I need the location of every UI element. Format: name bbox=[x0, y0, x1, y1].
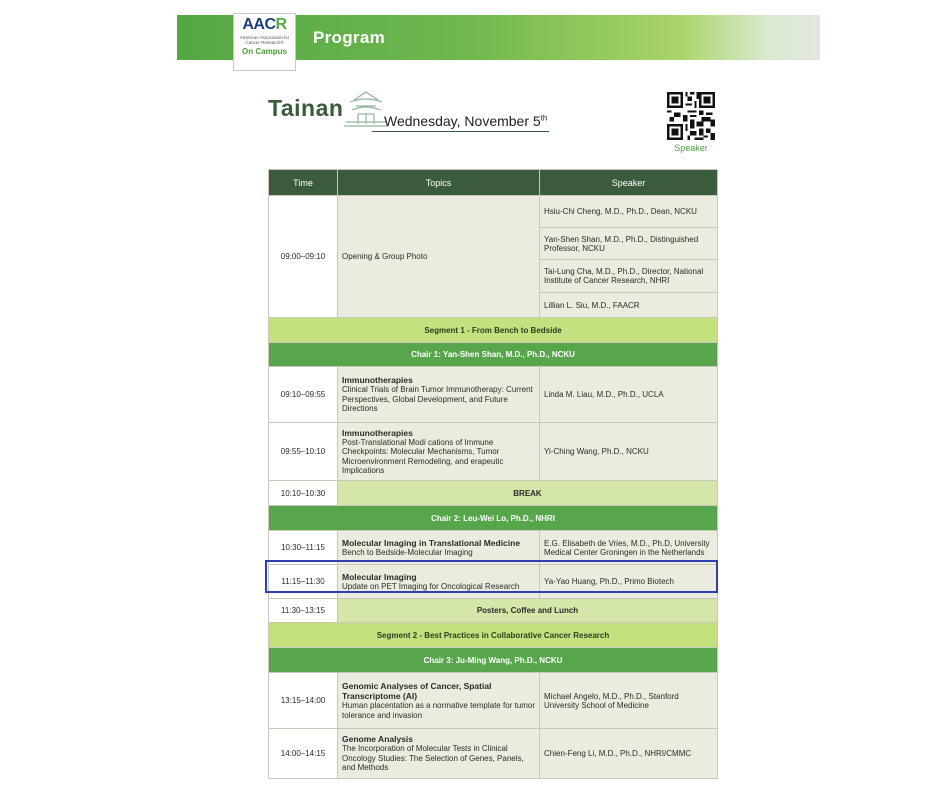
topic-description: Update on PET Imaging for Oncological Research bbox=[342, 581, 520, 591]
time-cell: 11:30–13:15 bbox=[269, 599, 338, 623]
time-cell: 11:15–11:30 bbox=[269, 565, 338, 599]
speaker-cell: Lillian L. Siu, M.D., FAACR bbox=[540, 293, 718, 318]
table-row bbox=[269, 196, 718, 228]
time-cell: 13:15–14:00 bbox=[269, 673, 338, 729]
table-row bbox=[269, 423, 718, 481]
chair-row bbox=[269, 506, 718, 531]
topic-title: Immunotherapies bbox=[342, 375, 413, 386]
topic-title: Molecular Imaging in Translational Medicine bbox=[342, 537, 521, 548]
topic-description: Human placentation as a normative template for tumor tolerance and invasion bbox=[342, 701, 535, 720]
qr-label: Speaker bbox=[674, 143, 708, 153]
time-cell: 09:00–09:10 bbox=[269, 196, 338, 318]
date-suffix: th bbox=[540, 113, 548, 123]
table-row bbox=[269, 367, 718, 423]
topic-title: Genomic Analyses of Cancer, Spatial Transcriptome (AI) bbox=[342, 681, 492, 701]
speaker-cell: Chien-Feng Li, M.D., Ph.D., NHRI/CMMC bbox=[540, 729, 718, 779]
topic-cell bbox=[338, 729, 540, 779]
event-date bbox=[384, 113, 547, 129]
date-text: Wednesday, November 5 bbox=[384, 113, 541, 129]
topic-title: Genome Analysis bbox=[342, 734, 414, 745]
segment-row bbox=[269, 623, 718, 648]
table-header-row bbox=[269, 170, 718, 196]
speaker-cell: Michael Angelo, M.D., Ph.D., Stanford University School of Medicine bbox=[540, 673, 718, 729]
city-title: Tainan bbox=[268, 95, 344, 121]
program-table bbox=[268, 169, 718, 779]
time-cell: 10:10–10:30 bbox=[269, 481, 338, 506]
time-cell: 09:10–09:55 bbox=[269, 367, 338, 423]
speaker-cell: Ya-Yao Huang, Ph.D., Primo Biotech bbox=[540, 565, 718, 599]
break-row bbox=[269, 481, 718, 506]
topic-cell bbox=[338, 565, 540, 599]
date-underline bbox=[372, 131, 549, 132]
chair-row bbox=[269, 648, 718, 673]
logo-campus: On Campus bbox=[242, 47, 287, 56]
time-cell: 10:30–11:15 bbox=[269, 531, 338, 565]
speaker-cell: E.G. Elisabeth de Vries, M.D., Ph.D, University Medical Center Groningen in the Netherlands bbox=[540, 531, 718, 565]
table-row bbox=[269, 729, 718, 779]
speaker-qr-code[interactable] bbox=[667, 92, 715, 140]
topic-description: The Incorporation of Molecular Tests in Clinical Oncology Studies: The Selection of Genes, Panels, and Methods bbox=[342, 744, 524, 773]
speaker-cell: Tai-Lung Cha, M.D., Ph.D., Director, National Institute of Cancer Research, NHRI bbox=[540, 260, 718, 293]
speaker-cell: Hsiu-Chi Cheng, M.D., Ph.D., Dean, NCKU bbox=[540, 196, 718, 228]
header-time: Time bbox=[269, 170, 338, 196]
table-row bbox=[269, 531, 718, 565]
break-label: BREAK bbox=[338, 481, 718, 506]
topic-description: Bench to Bedside-Molecular Imaging bbox=[342, 547, 473, 557]
logo-text: AAC bbox=[242, 16, 276, 33]
chair-row bbox=[269, 343, 718, 367]
header-topics: Topics bbox=[338, 170, 540, 196]
topic-description: Post-Translational Modi cations of Immune Checkpoints: Molecular Mechanisms, Tumor Microenvironment Remodeling, and erapeutic Implications bbox=[342, 437, 504, 475]
logo-subtitle: American Association for Cancer Research® bbox=[239, 35, 290, 45]
speaker-cell: Yan-Shen Shan, M.D., Ph.D., Distinguished Professor, NCKU bbox=[540, 228, 718, 260]
table-row bbox=[269, 565, 718, 599]
segment-row bbox=[269, 318, 718, 343]
topic-cell bbox=[338, 673, 540, 729]
topic-cell bbox=[338, 423, 540, 481]
topic-cell bbox=[338, 531, 540, 565]
topic-title: Immunotherapies bbox=[342, 427, 413, 438]
topic-cell: Opening & Group Photo bbox=[338, 196, 540, 318]
table-row bbox=[269, 673, 718, 729]
aacr-logo bbox=[233, 13, 296, 71]
topic-cell bbox=[338, 367, 540, 423]
logo-text-r: R bbox=[275, 16, 287, 33]
topic-description: Clinical Trials of Brain Tumor Immunotherapy: Current Perspectives, Global Development, and Future Directions bbox=[342, 385, 533, 414]
topic-title: Molecular Imaging bbox=[342, 571, 417, 582]
banner-title: Program bbox=[313, 28, 386, 47]
chair-1-label: Chair 1: Yan-Shen Shan, M.D., Ph.D., NCKU bbox=[269, 343, 718, 367]
time-cell: 09:55–10:10 bbox=[269, 423, 338, 481]
chair-3-label: Chair 3: Ju-Ming Wang, Ph.D., NCKU bbox=[269, 648, 718, 673]
lunch-label: Posters, Coffee and Lunch bbox=[338, 599, 718, 623]
header-speaker: Speaker bbox=[540, 170, 718, 196]
speaker-cell: Yi-Ching Wang, Ph.D., NCKU bbox=[540, 423, 718, 481]
chair-2-label: Chair 2: Leu-Wei Lo, Ph.D., NHRI bbox=[269, 506, 718, 531]
segment-2-label: Segment 2 - Best Practices in Collaborative Cancer Research bbox=[269, 623, 718, 648]
time-cell: 14:00–14:15 bbox=[269, 729, 338, 779]
speaker-cell: Linda M. Liau, M.D., Ph.D., UCLA bbox=[540, 367, 718, 423]
lunch-row bbox=[269, 599, 718, 623]
segment-1-label: Segment 1 - From Bench to Bedside bbox=[269, 318, 718, 343]
